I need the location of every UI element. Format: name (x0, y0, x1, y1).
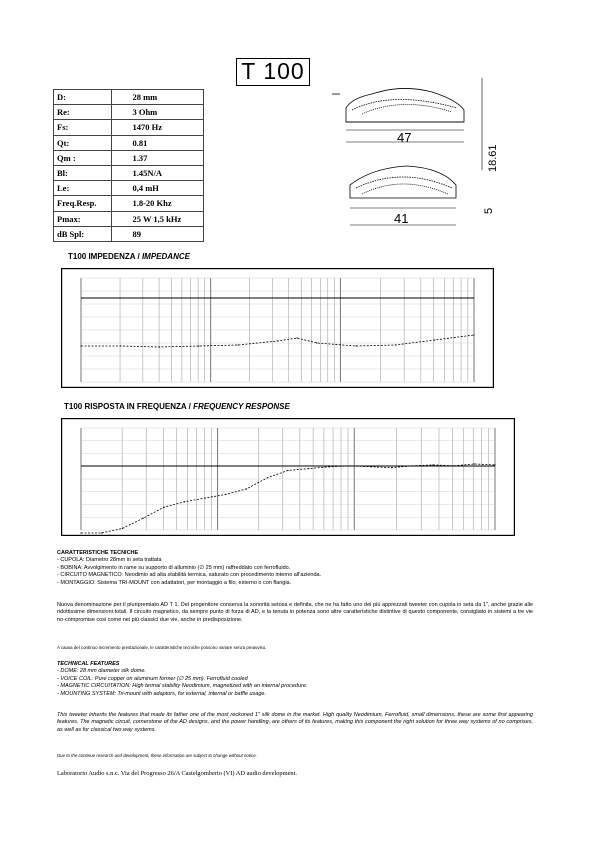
data-point (163, 507, 164, 508)
data-point (80, 345, 81, 346)
italian-description: Nuova denominazione per il pluripremiato AD T 1. Del progenitore conserva la sonorità setosa e definita, che ne ha fatto uno dei più apprezzati tweeter con cupola in seta da 1", anche grazie alle ridottissime dimensioni totali. Il circuito magnetico, da sempre punto di forza di AD, e la tenuta in potenza sono altre caratteristiche distintive di questo componente, consigliato in sistemi a tre vie no-compromise cosi come nei più classici due vie, anche in predisposizione. (57, 602, 533, 623)
spec-row (54, 150, 204, 165)
data-point (287, 470, 288, 471)
dimension-drawing (332, 70, 502, 230)
italian-feature-line: - MONTAGGIO: Sistema TRI-MOUNT con adattatori, per montaggio a filo, esterno o con flangia. (57, 579, 292, 586)
data-point (122, 528, 123, 529)
data-point (225, 494, 226, 495)
response-chart (61, 418, 515, 536)
spec-label: Pmax: (54, 211, 112, 226)
model-title: T 100 (236, 58, 310, 86)
italian-note: A causa del continuo incremento prestazionale, le caratteristiche tecniche possono variare senza preavviso. (57, 645, 267, 650)
data-point (80, 532, 81, 533)
data-point (494, 464, 495, 465)
spec-row (54, 211, 204, 226)
spec-row (54, 90, 204, 105)
data-point (316, 342, 317, 343)
spec-row (54, 135, 204, 150)
data-point (474, 463, 475, 464)
spec-row (54, 165, 204, 180)
english-features-heading: TECHNICAL FEATURES (57, 661, 120, 667)
data-point (267, 477, 268, 478)
dim-width-2: 41 (394, 211, 409, 226)
footer-address: Laboratorio Audio s.n.c. Via del Progresso 26/A Castelgomberto (VI) AD audio development. (57, 770, 297, 777)
english-features (57, 661, 533, 698)
data-point (277, 340, 278, 341)
spec-row (54, 105, 204, 120)
data-point (205, 497, 206, 498)
data-point (395, 344, 396, 345)
data-point (308, 468, 309, 469)
spec-label: Bl: (54, 165, 112, 180)
data-point (101, 532, 102, 533)
data-point (297, 337, 298, 338)
data-point (356, 345, 357, 346)
spec-value: 25 W 1,5 kHz (112, 211, 204, 226)
chart-frame (62, 269, 494, 388)
data-point (370, 466, 371, 467)
spec-row (54, 181, 204, 196)
spec-label: Freq.Resp. (54, 196, 112, 211)
side-profile-bottom (350, 166, 456, 198)
english-feature-line: - DOME: 28 mm diameter silk dome. (57, 668, 146, 675)
dim-height-2: 5 (483, 207, 495, 214)
data-point (350, 465, 351, 466)
dim-height-1: 18.61 (487, 144, 499, 172)
spec-label: Le: (54, 181, 112, 196)
data-point (246, 488, 247, 489)
spec-label: dB Spl: (54, 226, 112, 241)
data-point (391, 467, 392, 468)
spec-label: Fs: (54, 120, 112, 135)
data-point (453, 465, 454, 466)
spec-value: 1.8-20 Khz (112, 196, 204, 211)
spec-value: 1.37 (112, 150, 204, 165)
english-description: This tweeter inherits the features that made its father one of the most reckoned 1" silk dome in the market. High quality Neodimium, Ferrofluid, small dimensions, these are some first appearing features. The magnetic circuit, cornerstone of the AD designs, and the power handling, are others of its features, making this component the right solution for three way systems of no comprises, as well as for classical two way systems. (57, 712, 533, 733)
data-point (198, 345, 199, 346)
spec-label: D: (54, 90, 112, 105)
data-point (184, 501, 185, 502)
impedance-title: T100 IMPEDENZA / IMPEDANCE (68, 252, 190, 261)
data-point (159, 346, 160, 347)
spec-label: Qm : (54, 150, 112, 165)
spec-row (54, 196, 204, 211)
spec-value: 3 Ohm (112, 105, 204, 120)
impedance-chart (61, 268, 494, 388)
side-profile-top (332, 88, 464, 122)
spec-row (54, 226, 204, 241)
data-point (412, 465, 413, 466)
italian-features (57, 550, 533, 587)
spec-label: Qt: (54, 135, 112, 150)
data-point (238, 344, 239, 345)
english-feature-line: - MOUNTING SYSTEM: Tri-mount with adaptors, for external, internal or baffle usage. (57, 690, 266, 697)
response-title: T100 RISPOSTA IN FREQUENZA / FREQUENCY RESPONSE (64, 402, 290, 411)
spec-label: Re: (54, 105, 112, 120)
spec-value: 1470 Hz (112, 120, 204, 135)
spec-value: 28 mm (112, 90, 204, 105)
italian-feature-line: - BOBINA: Avvolgimento in rame su supporto di alluminio (∅ 25 mm) raffreddato con ferrofluido. (57, 564, 291, 571)
english-feature-line: - MAGNETIC CIRCUITATION: High termal stability Neodimium, magnetized with an internal procedure. (57, 683, 308, 690)
data-point (473, 334, 474, 335)
dim-width-1: 47 (397, 130, 412, 145)
spec-value: 0.81 (112, 135, 204, 150)
data-point (432, 464, 433, 465)
data-point (120, 345, 121, 346)
data-point (434, 339, 435, 340)
english-note: Due to the continue research and development, these information are subject to change without notice. (57, 753, 257, 758)
spec-value: 0,4 mH (112, 181, 204, 196)
data-point (329, 466, 330, 467)
italian-feature-line: - CIRCUITO MAGNETICO: Neodimio ad alta stabilità termica, saturato con procedimento interno all'azienda. (57, 572, 322, 579)
spec-value: 1.45N/A (112, 165, 204, 180)
data-point (143, 518, 144, 519)
italian-features-heading: CARATTERISTICHE TECNICHE (57, 550, 139, 556)
spec-row (54, 120, 204, 135)
series-line (81, 464, 495, 533)
english-feature-line: - VOICE COIL: Pure copper on aluminum former (∅ 25 mm). Ferrofluid cooled (57, 675, 248, 682)
specs-table (53, 89, 204, 242)
italian-feature-line: - CUPOLA: Diametro 28mm in seta trattata (57, 557, 162, 564)
spec-value: 89 (112, 226, 204, 241)
chart-frame (62, 419, 515, 536)
